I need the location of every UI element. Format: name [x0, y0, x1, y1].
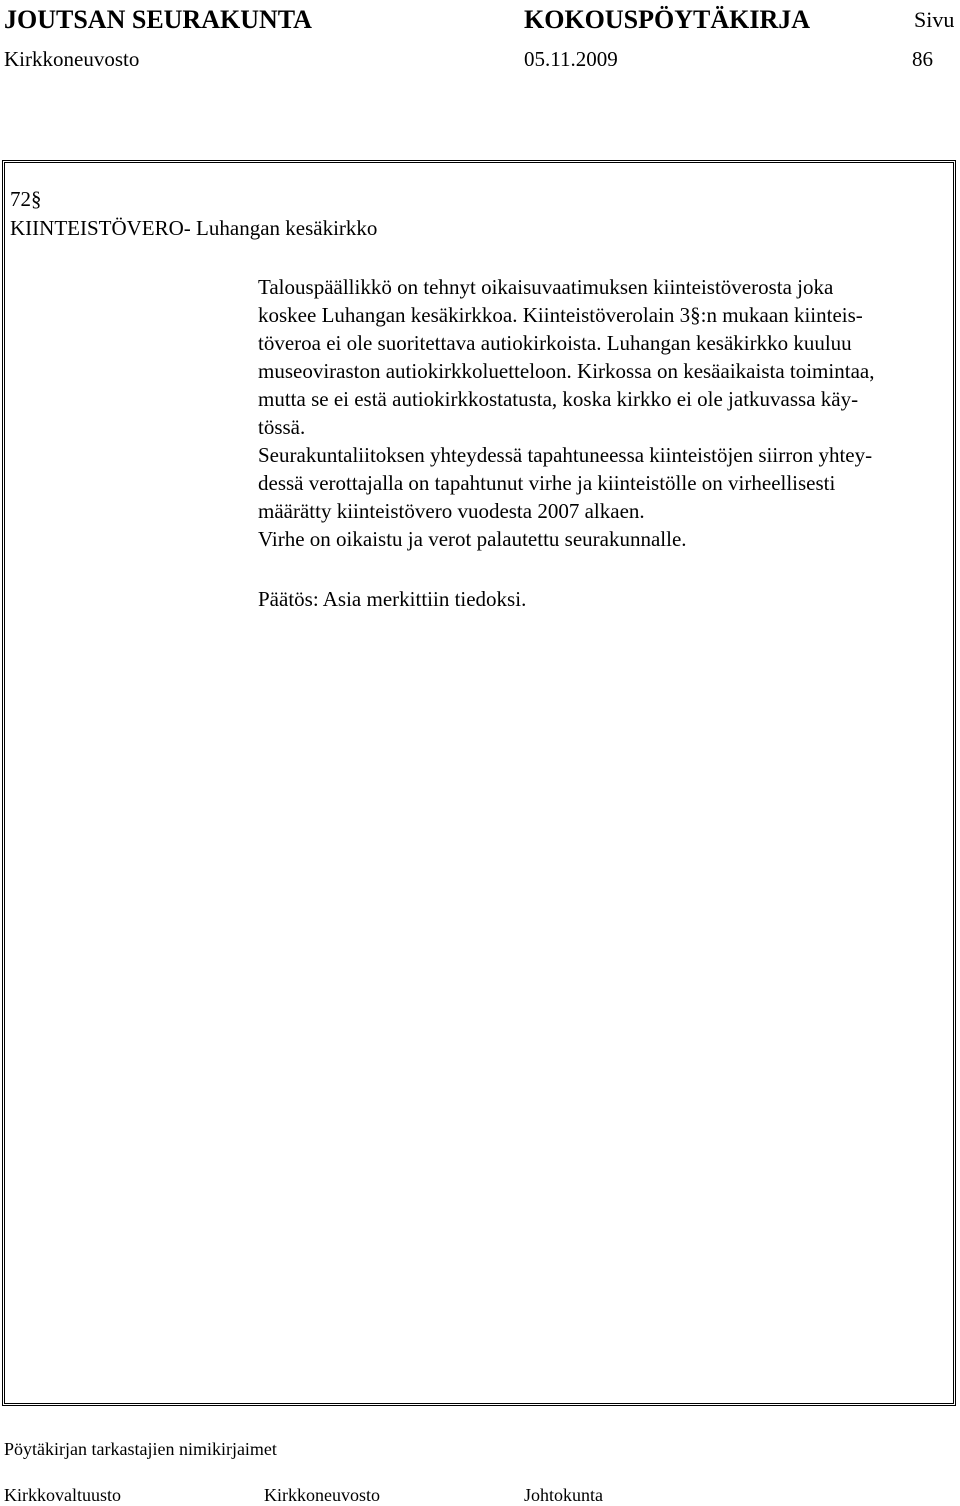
footer-body-board: Kirkkoneuvosto [264, 1485, 380, 1505]
body-line: Virhe on oikaistu ja verot palautettu seurakunnalle. [258, 527, 687, 551]
organization-name: JOUTSAN SEURAKUNTA [4, 5, 312, 34]
meeting-body: Kirkkoneuvosto [4, 47, 140, 71]
document-type: KOKOUSPÖYTÄKIRJA [524, 5, 811, 34]
decision-text: Päätös: Asia merkittiin tiedoksi. [258, 587, 527, 611]
section-sign-icon: § [31, 187, 42, 211]
body-line [258, 301, 948, 329]
signatures-label: Pöytäkirjan tarkastajien nimikirjaimet [4, 1439, 277, 1459]
section-title: KIINTEISTÖVERO- Luhangan kesäkirkko [10, 216, 378, 240]
body-line-part: koskee Luhangan kesäkirkkoa. Kiinteistöverolain 3 [258, 303, 691, 327]
body-line: tössä. [258, 415, 306, 439]
body-line: töveroa ei ole suoritettava autiokirkoista. Luhangan kesäkirkko kuuluu [258, 331, 852, 355]
section-sign-icon: § [690, 303, 701, 327]
section-number [10, 186, 42, 212]
meeting-date: 05.11.2009 [524, 47, 618, 71]
footer-body-committee: Johtokunta [524, 1485, 603, 1505]
body-line: Seurakuntaliitoksen yhteydessä tapahtuneessa kiinteistöjen siirron yhtey- [258, 443, 873, 467]
footer-body-council: Kirkkovaltuusto [4, 1485, 121, 1505]
section-body [258, 273, 948, 553]
body-line: dessä verottajalla on tapahtunut virhe ja kiinteistölle on virheellisesti [258, 471, 836, 495]
body-line: museoviraston autiokirkkoluetteloon. Kirkossa on kesäaikaista toimintaa, [258, 359, 875, 383]
body-line-part: :n mukaan kiinteis- [700, 303, 863, 327]
section-number-value: 72 [10, 187, 31, 211]
body-line: määrätty kiinteistövero vuodesta 2007 alkaen. [258, 499, 645, 523]
body-line: Talouspäällikkö on tehnyt oikaisuvaatimuksen kiinteistöverosta joka [258, 275, 834, 299]
page-label: Sivu [914, 7, 955, 32]
page-number: 86 [912, 47, 933, 71]
body-line: mutta se ei estä autiokirkkostatusta, koska kirkko ei ole jatkuvassa käy- [258, 387, 859, 411]
